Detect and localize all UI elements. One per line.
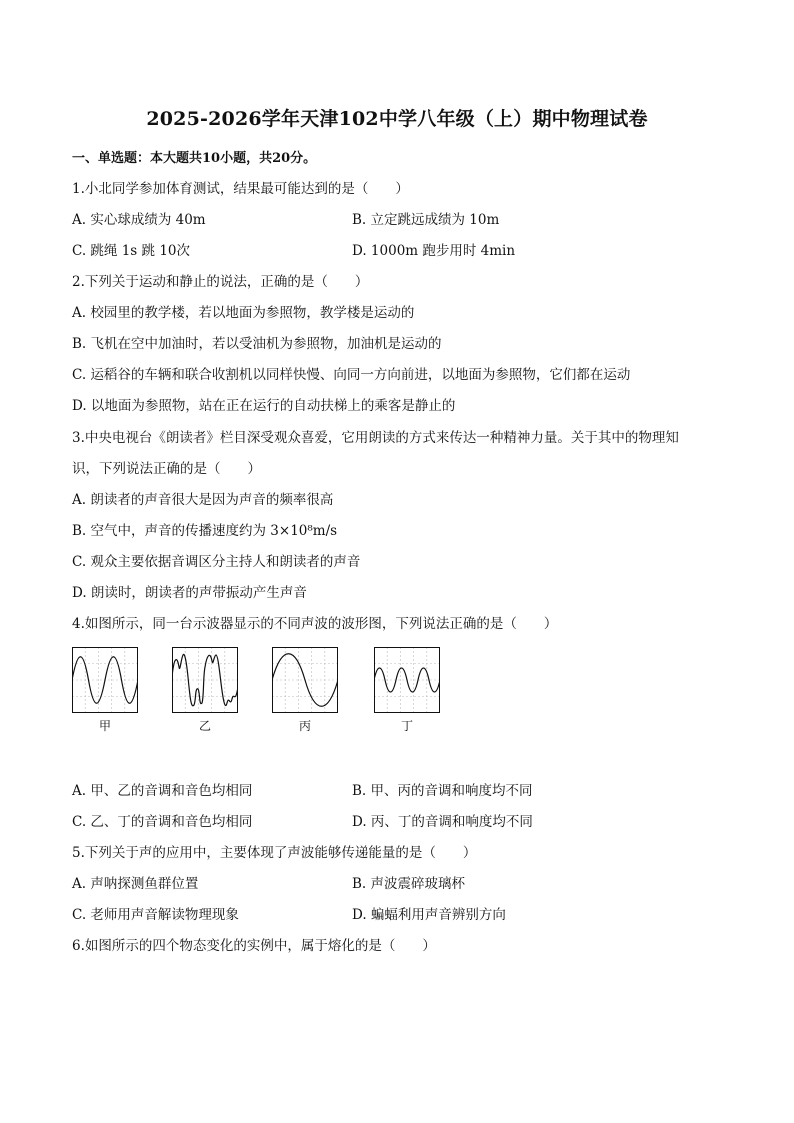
waveform-ding-figure [374,647,440,713]
question-1-option-b: B. 立定跳远成绩为 10m [352,212,500,228]
waveform-ding-label: 丁 [400,719,413,733]
waveform-bing-label: 丙 [298,719,311,733]
question-4-option-a: A. 甲、乙的音调和音色均相同 [72,783,253,799]
question-4-stem: 4.如图所示，同一台示波器显示的不同声波的波形图，下列说法正确的是（ ） [72,616,558,632]
question-5-option-a: A. 声呐探测鱼群位置 [72,876,199,892]
question-5-stem: 5.下列关于声的应用中，主要体现了声波能够传递能量的是（ ） [72,845,477,861]
question-2-option-c: C. 运稻谷的车辆和联合收割机以同样快慢、向同一方向前进，以地面为参照物，它们都在运动 [72,367,631,383]
waveform-yi-label: 乙 [198,719,211,733]
waveform-yi-figure [172,647,238,713]
question-4-option-b: B. 甲、丙的音调和响度均不同 [352,783,533,799]
question-2-option-b: B. 飞机在空中加油时，若以受油机为参照物，加油机是运动的 [72,336,442,352]
question-3-stem-line-2: 识，下列说法正确的是（ ） [72,461,261,477]
waveform-jia-label: 甲 [98,719,111,733]
exam-title: 2025-2026学年天津102中学八年级（上）期中物理试卷 [146,108,648,130]
question-3-option-a: A. 朗读者的声音很大是因为声音的频率很高 [72,492,334,508]
section-heading: 一、单选题：本大题共10小题，共20分。 [72,151,317,166]
question-1-option-c: C. 跳绳 1s 跳 10次 [72,243,190,259]
question-2-stem: 2.下列关于运动和静止的说法，正确的是（ ） [72,274,369,290]
waveform-jia-figure [72,647,138,713]
question-1-stem: 1.小北同学参加体育测试，结果最可能达到的是（ ） [72,181,409,197]
question-4-option-d: D. 丙、丁的音调和响度均不同 [352,814,533,830]
question-2-option-d: D. 以地面为参照物，站在正在运行的自动扶梯上的乘客是静止的 [72,398,456,414]
waveform-bing-figure [272,647,338,713]
question-3-option-c: C. 观众主要依据音调区分主持人和朗读者的声音 [72,554,361,570]
question-2-option-a: A. 校园里的教学楼，若以地面为参照物，教学楼是运动的 [72,305,415,321]
question-1-option-a: A. 实心球成绩为 40m [72,212,206,228]
question-6-stem: 6.如图所示的四个物态变化的实例中，属于熔化的是（ ） [72,938,436,954]
question-5-option-c: C. 老师用声音解读物理现象 [72,907,239,923]
question-5-option-b: B. 声波震碎玻璃杯 [352,876,466,892]
question-1-option-d: D. 1000m 跑步用时 4min [352,243,516,259]
question-5-option-d: D. 蝙蝠利用声音辨别方向 [352,907,506,923]
question-4-option-c: C. 乙、丁的音调和音色均相同 [72,814,253,830]
question-3-option-d: D. 朗读时，朗读者的声带振动产生声音 [72,585,307,601]
question-3-stem-line-1: 3.中央电视台《朗读者》栏目深受观众喜爱，它用朗读的方式来传达一种精神力量。关于其中的物理知 [72,430,679,446]
question-3-option-b: B. 空气中，声音的传播速度约为 3×10⁸m/s [72,523,338,539]
